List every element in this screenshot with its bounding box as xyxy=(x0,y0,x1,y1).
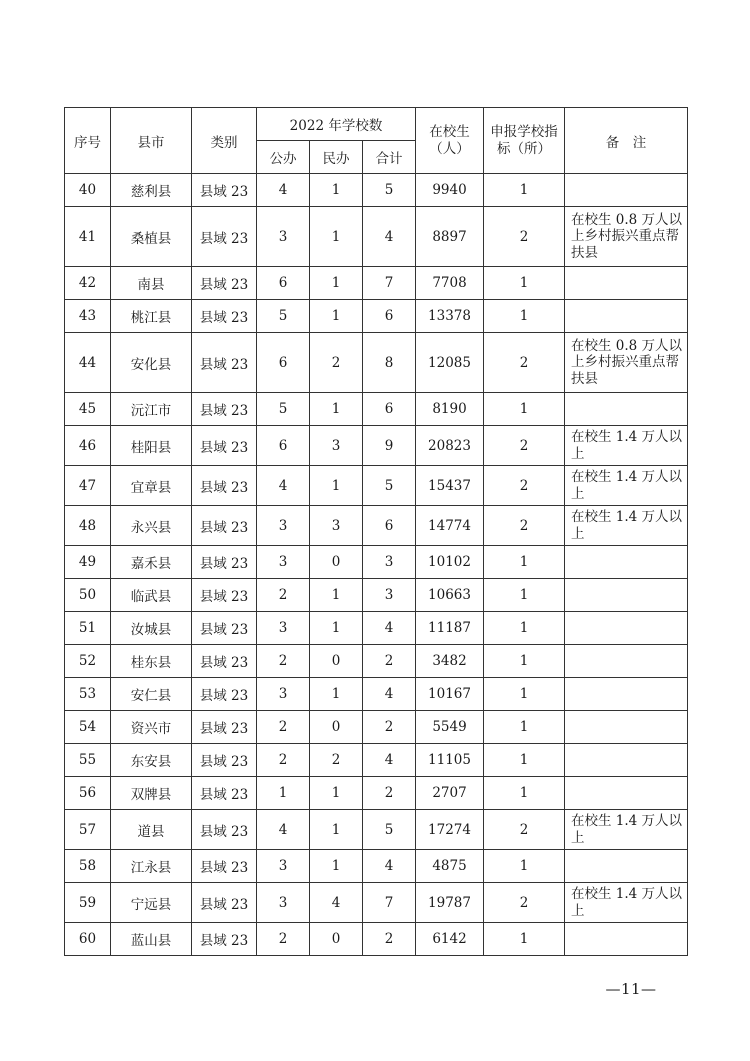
cell-public: 6 xyxy=(257,333,310,393)
cell-category: 县域 23 xyxy=(192,777,257,810)
table-row xyxy=(65,744,688,777)
table-row xyxy=(65,923,688,956)
cell-county: 道县 xyxy=(111,810,192,850)
table-row xyxy=(65,883,688,923)
cell-seq: 50 xyxy=(65,579,111,612)
cell-category: 县域 23 xyxy=(192,883,257,923)
cell-public: 3 xyxy=(257,612,310,645)
cell-quota: 2 xyxy=(484,333,565,393)
cell-private: 0 xyxy=(310,645,363,678)
cell-note: 在校生 1.4 万人以上 xyxy=(565,466,688,506)
cell-note: 在校生 1.4 万人以上 xyxy=(565,810,688,850)
cell-note xyxy=(565,579,688,612)
cell-seq: 53 xyxy=(65,678,111,711)
cell-county: 双牌县 xyxy=(111,777,192,810)
cell-quota: 1 xyxy=(484,546,565,579)
cell-county: 沅江市 xyxy=(111,393,192,426)
cell-students: 10102 xyxy=(416,546,484,579)
header-category: 类别 xyxy=(192,108,257,174)
cell-students: 3482 xyxy=(416,645,484,678)
cell-category: 县域 23 xyxy=(192,711,257,744)
header-students: 在校生（人） xyxy=(416,108,484,174)
cell-private: 2 xyxy=(310,333,363,393)
cell-note xyxy=(565,923,688,956)
cell-note xyxy=(565,777,688,810)
cell-category: 县域 23 xyxy=(192,393,257,426)
table-row xyxy=(65,393,688,426)
cell-note xyxy=(565,744,688,777)
cell-category: 县域 23 xyxy=(192,506,257,546)
cell-total: 9 xyxy=(363,426,416,466)
cell-students: 10663 xyxy=(416,579,484,612)
cell-quota: 1 xyxy=(484,744,565,777)
header-schools-2022: 2022 年学校数 xyxy=(257,108,416,141)
cell-category: 县域 23 xyxy=(192,267,257,300)
cell-students: 2707 xyxy=(416,777,484,810)
cell-seq: 49 xyxy=(65,546,111,579)
cell-county: 宁远县 xyxy=(111,883,192,923)
cell-total: 3 xyxy=(363,546,416,579)
cell-total: 4 xyxy=(363,850,416,883)
cell-students: 15437 xyxy=(416,466,484,506)
cell-total: 3 xyxy=(363,579,416,612)
cell-public: 6 xyxy=(257,426,310,466)
cell-students: 11105 xyxy=(416,744,484,777)
cell-category: 县域 23 xyxy=(192,810,257,850)
cell-quota: 2 xyxy=(484,207,565,267)
cell-note xyxy=(565,393,688,426)
cell-total: 6 xyxy=(363,506,416,546)
cell-private: 1 xyxy=(310,174,363,207)
cell-quota: 1 xyxy=(484,711,565,744)
cell-students: 12085 xyxy=(416,333,484,393)
cell-total: 6 xyxy=(363,393,416,426)
cell-private: 1 xyxy=(310,810,363,850)
cell-quota: 2 xyxy=(484,466,565,506)
cell-seq: 55 xyxy=(65,744,111,777)
cell-private: 1 xyxy=(310,267,363,300)
table-row xyxy=(65,207,688,267)
cell-total: 6 xyxy=(363,300,416,333)
cell-category: 县域 23 xyxy=(192,466,257,506)
cell-public: 3 xyxy=(257,207,310,267)
table-row xyxy=(65,711,688,744)
cell-quota: 2 xyxy=(484,810,565,850)
cell-public: 3 xyxy=(257,678,310,711)
cell-private: 1 xyxy=(310,678,363,711)
cell-public: 6 xyxy=(257,267,310,300)
cell-private: 1 xyxy=(310,777,363,810)
cell-private: 1 xyxy=(310,207,363,267)
cell-category: 县域 23 xyxy=(192,546,257,579)
cell-quota: 1 xyxy=(484,300,565,333)
cell-county: 临武县 xyxy=(111,579,192,612)
cell-total: 8 xyxy=(363,333,416,393)
header-quota: 申报学校指标（所） xyxy=(484,108,565,174)
cell-public: 2 xyxy=(257,645,310,678)
cell-category: 县域 23 xyxy=(192,678,257,711)
cell-quota: 1 xyxy=(484,174,565,207)
cell-quota: 2 xyxy=(484,883,565,923)
cell-students: 9940 xyxy=(416,174,484,207)
header-county: 县市 xyxy=(111,108,192,174)
cell-private: 2 xyxy=(310,744,363,777)
cell-quota: 1 xyxy=(484,678,565,711)
cell-private: 1 xyxy=(310,466,363,506)
cell-students: 19787 xyxy=(416,883,484,923)
page-number: —11— xyxy=(605,980,657,998)
cell-note: 在校生 1.4 万人以上 xyxy=(565,426,688,466)
cell-county: 安化县 xyxy=(111,333,192,393)
cell-seq: 52 xyxy=(65,645,111,678)
cell-private: 0 xyxy=(310,546,363,579)
cell-private: 1 xyxy=(310,300,363,333)
cell-note xyxy=(565,645,688,678)
cell-seq: 42 xyxy=(65,267,111,300)
cell-total: 4 xyxy=(363,207,416,267)
cell-private: 1 xyxy=(310,850,363,883)
cell-total: 5 xyxy=(363,466,416,506)
cell-category: 县域 23 xyxy=(192,579,257,612)
cell-private: 3 xyxy=(310,506,363,546)
cell-quota: 1 xyxy=(484,579,565,612)
cell-category: 县域 23 xyxy=(192,850,257,883)
cell-total: 5 xyxy=(363,810,416,850)
cell-category: 县域 23 xyxy=(192,645,257,678)
cell-category: 县域 23 xyxy=(192,923,257,956)
cell-students: 7708 xyxy=(416,267,484,300)
cell-county: 桂东县 xyxy=(111,645,192,678)
cell-county: 汝城县 xyxy=(111,612,192,645)
table-row xyxy=(65,506,688,546)
cell-seq: 40 xyxy=(65,174,111,207)
table-row xyxy=(65,850,688,883)
cell-seq: 43 xyxy=(65,300,111,333)
header-public: 公办 xyxy=(257,141,310,174)
cell-category: 县域 23 xyxy=(192,300,257,333)
cell-public: 3 xyxy=(257,546,310,579)
cell-county: 东安县 xyxy=(111,744,192,777)
cell-quota: 1 xyxy=(484,923,565,956)
cell-private: 1 xyxy=(310,393,363,426)
cell-public: 3 xyxy=(257,883,310,923)
cell-public: 2 xyxy=(257,711,310,744)
cell-seq: 56 xyxy=(65,777,111,810)
table-row xyxy=(65,267,688,300)
cell-note xyxy=(565,612,688,645)
cell-note xyxy=(565,267,688,300)
table-row xyxy=(65,174,688,207)
cell-students: 10167 xyxy=(416,678,484,711)
cell-public: 2 xyxy=(257,744,310,777)
cell-total: 4 xyxy=(363,612,416,645)
cell-total: 2 xyxy=(363,645,416,678)
cell-public: 3 xyxy=(257,506,310,546)
cell-students: 8190 xyxy=(416,393,484,426)
cell-note: 在校生 1.4 万人以上 xyxy=(565,506,688,546)
cell-note xyxy=(565,300,688,333)
cell-note xyxy=(565,678,688,711)
cell-category: 县域 23 xyxy=(192,426,257,466)
cell-county: 资兴市 xyxy=(111,711,192,744)
cell-note xyxy=(565,850,688,883)
cell-county: 蓝山县 xyxy=(111,923,192,956)
cell-seq: 46 xyxy=(65,426,111,466)
cell-county: 嘉禾县 xyxy=(111,546,192,579)
cell-county: 宜章县 xyxy=(111,466,192,506)
cell-quota: 2 xyxy=(484,426,565,466)
cell-students: 11187 xyxy=(416,612,484,645)
cell-seq: 41 xyxy=(65,207,111,267)
cell-quota: 1 xyxy=(484,393,565,426)
cell-county: 桑植县 xyxy=(111,207,192,267)
cell-county: 永兴县 xyxy=(111,506,192,546)
table-row xyxy=(65,645,688,678)
cell-seq: 51 xyxy=(65,612,111,645)
cell-private: 0 xyxy=(310,923,363,956)
cell-seq: 48 xyxy=(65,506,111,546)
table-row xyxy=(65,579,688,612)
table-row xyxy=(65,466,688,506)
cell-public: 1 xyxy=(257,777,310,810)
cell-county: 桂阳县 xyxy=(111,426,192,466)
cell-public: 5 xyxy=(257,393,310,426)
cell-quota: 1 xyxy=(484,777,565,810)
table-header xyxy=(65,108,688,174)
cell-students: 4875 xyxy=(416,850,484,883)
cell-category: 县域 23 xyxy=(192,612,257,645)
cell-private: 3 xyxy=(310,426,363,466)
table-row xyxy=(65,678,688,711)
cell-private: 4 xyxy=(310,883,363,923)
cell-public: 2 xyxy=(257,923,310,956)
cell-seq: 44 xyxy=(65,333,111,393)
cell-seq: 47 xyxy=(65,466,111,506)
cell-students: 6142 xyxy=(416,923,484,956)
cell-note: 在校生 0.8 万人以上乡村振兴重点帮扶县 xyxy=(565,333,688,393)
cell-total: 7 xyxy=(363,267,416,300)
table-row xyxy=(65,612,688,645)
cell-students: 13378 xyxy=(416,300,484,333)
cell-note: 在校生 0.8 万人以上乡村振兴重点帮扶县 xyxy=(565,207,688,267)
cell-students: 17274 xyxy=(416,810,484,850)
cell-total: 2 xyxy=(363,711,416,744)
cell-public: 4 xyxy=(257,810,310,850)
cell-category: 县域 23 xyxy=(192,744,257,777)
cell-quota: 1 xyxy=(484,612,565,645)
cell-public: 4 xyxy=(257,174,310,207)
cell-seq: 45 xyxy=(65,393,111,426)
cell-quota: 1 xyxy=(484,850,565,883)
cell-seq: 58 xyxy=(65,850,111,883)
cell-quota: 2 xyxy=(484,506,565,546)
cell-total: 7 xyxy=(363,883,416,923)
cell-note xyxy=(565,711,688,744)
header-seq: 序号 xyxy=(65,108,111,174)
cell-county: 江永县 xyxy=(111,850,192,883)
cell-county: 南县 xyxy=(111,267,192,300)
cell-public: 5 xyxy=(257,300,310,333)
header-private: 民办 xyxy=(310,141,363,174)
cell-seq: 60 xyxy=(65,923,111,956)
cell-category: 县域 23 xyxy=(192,207,257,267)
table-row xyxy=(65,777,688,810)
cell-county: 安仁县 xyxy=(111,678,192,711)
cell-students: 14774 xyxy=(416,506,484,546)
cell-public: 4 xyxy=(257,466,310,506)
schools-table xyxy=(64,107,688,956)
cell-category: 县域 23 xyxy=(192,174,257,207)
cell-public: 3 xyxy=(257,850,310,883)
cell-seq: 59 xyxy=(65,883,111,923)
cell-private: 1 xyxy=(310,579,363,612)
cell-total: 5 xyxy=(363,174,416,207)
cell-note xyxy=(565,546,688,579)
cell-category: 县域 23 xyxy=(192,333,257,393)
cell-students: 8897 xyxy=(416,207,484,267)
table-row xyxy=(65,333,688,393)
cell-students: 5549 xyxy=(416,711,484,744)
cell-county: 慈利县 xyxy=(111,174,192,207)
cell-total: 2 xyxy=(363,923,416,956)
cell-note xyxy=(565,174,688,207)
cell-total: 4 xyxy=(363,744,416,777)
cell-students: 20823 xyxy=(416,426,484,466)
header-total: 合计 xyxy=(363,141,416,174)
cell-public: 2 xyxy=(257,579,310,612)
table-body xyxy=(65,174,688,956)
cell-county: 桃江县 xyxy=(111,300,192,333)
cell-quota: 1 xyxy=(484,267,565,300)
cell-private: 0 xyxy=(310,711,363,744)
cell-seq: 57 xyxy=(65,810,111,850)
cell-private: 1 xyxy=(310,612,363,645)
cell-note: 在校生 1.4 万人以上 xyxy=(565,883,688,923)
cell-total: 2 xyxy=(363,777,416,810)
table-row xyxy=(65,426,688,466)
cell-seq: 54 xyxy=(65,711,111,744)
header-notes: 备 注 xyxy=(565,108,688,174)
table-row xyxy=(65,546,688,579)
cell-total: 4 xyxy=(363,678,416,711)
table-row xyxy=(65,300,688,333)
table-row xyxy=(65,810,688,850)
cell-quota: 1 xyxy=(484,645,565,678)
